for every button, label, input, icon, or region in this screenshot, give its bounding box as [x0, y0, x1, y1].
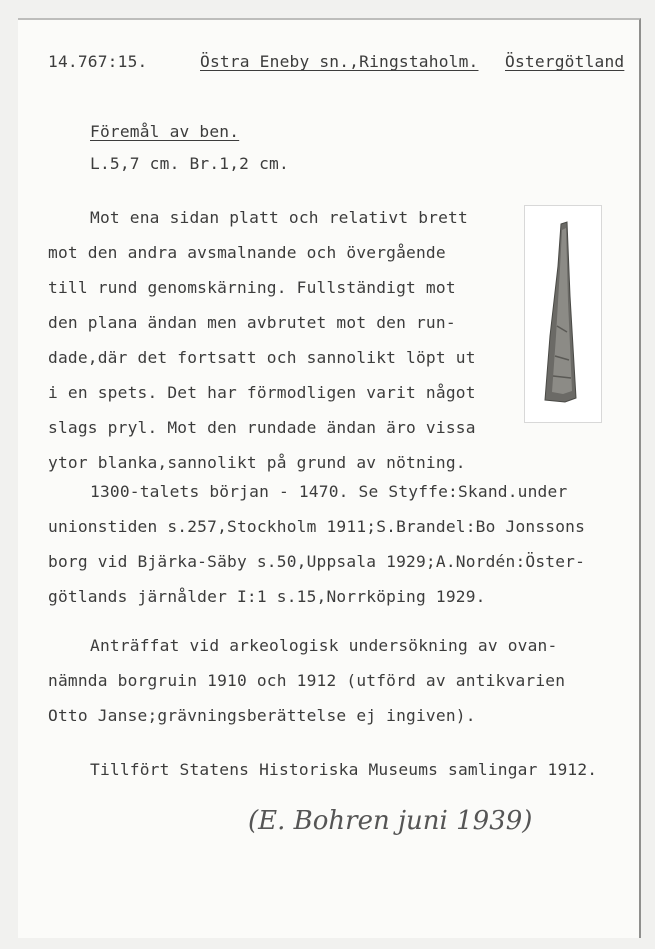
description-line: dade,där det fortsatt och sannolikt löpt ut	[48, 348, 476, 367]
dating-line: 1300-talets början - 1470. Se Styffe:Skand.under	[90, 482, 568, 501]
description-line: slags pryl. Mot den rundade ändan äro vissa	[48, 418, 476, 437]
acquisition-note: Tillfört Statens Historiska Museums samlingar 1912.	[90, 760, 598, 779]
description-line: den plana ändan men avbrutet mot den run-	[48, 313, 456, 332]
description-line: mot den andra avsmalnande och övergående	[48, 243, 446, 262]
dating-line: unionstiden s.257,Stockholm 1911;S.Brandel:Bo Jonssons	[48, 517, 586, 536]
description-line: i en spets. Det har förmodligen varit något	[48, 383, 476, 402]
object-dimensions: L.5,7 cm. Br.1,2 cm.	[90, 154, 289, 173]
find-line: Otto Janse;grävningsberättelse ej ingiven).	[48, 706, 476, 725]
province: Östergötland	[505, 52, 625, 71]
description-line: till rund genomskärning. Fullständigt mot	[48, 278, 456, 297]
find-line: nämnda borgruin 1910 och 1912 (utförd av antikvarien	[48, 671, 566, 690]
catalog-number: 14.767:15.	[48, 52, 148, 71]
description-line: Mot ena sidan platt och relativt brett	[90, 208, 468, 227]
handwritten-signature: (E. Bohren juni 1939)	[248, 806, 533, 836]
dating-line: götlands järnålder I:1 s.15,Norrköping 1929.	[48, 587, 486, 606]
dating-line: borg vid Bjärka-Säby s.50,Uppsala 1929;A.Nordén:Öster-	[48, 552, 586, 571]
object-title: Föremål av ben.	[90, 122, 240, 141]
find-line: Anträffat vid arkeologisk undersökning av ovan-	[90, 636, 558, 655]
description-line: ytor blanka,sannolikt på grund av nötning.	[48, 453, 466, 472]
locality: Östra Eneby sn.,Ringstaholm.	[200, 52, 479, 71]
bone-awl-image	[525, 206, 601, 422]
artifact-photo	[524, 205, 602, 423]
